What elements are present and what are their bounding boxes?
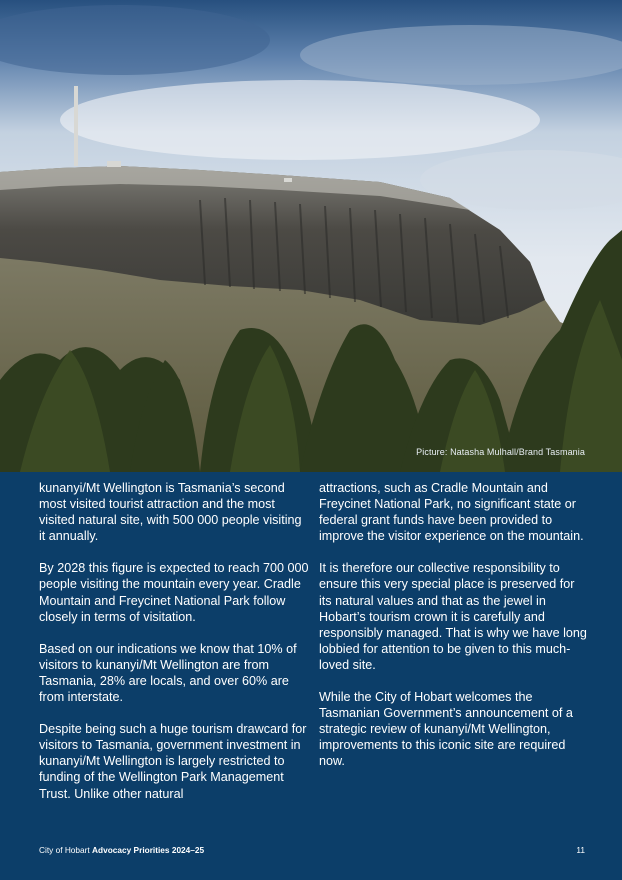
body-left-column [39,480,309,818]
page-number: 11 [576,845,585,855]
footer-document-title [39,845,204,855]
paragraph: Despite being such a huge tourism drawcard for visitors to Tasmania, government investment in kunanyi/Mt Wellington is largely restricted to funding of the Wellington Park Management Trust. Unlike other natural [39,722,307,801]
footer-title: Advocacy Priorities 2024–25 [92,845,205,855]
footer-org: City of Hobart [39,845,90,855]
paragraph: Based on our indications we know that 10% of visitors to kunanyi/Mt Wellington are from Tasmania, 28% are locals, and over 60% are from interstate. [39,641,297,705]
paragraph: While the City of Hobart welcomes the Tasmanian Government’s announcement of a strategic review of kunanyi/Mt Wellington, improvements to this iconic site are required now. [319,690,573,769]
paragraph: kunanyi/Mt Wellington is Tasmania’s second most visited tourist attraction and the most visited natural site, with 500 000 people visiting it annually. [39,481,302,544]
photo-caption: Picture: Natasha Mulhall/Brand Tasmania [416,447,585,457]
transmission-tower [74,86,78,166]
body-right-column [319,480,589,786]
paragraph: By 2028 this figure is expected to reach 700 000 people visiting the mountain every year. Cradle Mountain and Freycinet National Park follow closely in terms of visitation. [39,561,309,624]
paragraph: It is therefore our collective responsibility to ensure this very special place is preserved for its natural values and that as the jewel in Hobart’s tourism crown it is carefully and responsibly managed. That is why we have long lobbied for attention to be given to this much-loved site. [319,561,587,672]
paragraph: attractions, such as Cradle Mountain and Freycinet National Park, no significant state or federal grant funds have been provided to improve the visitor experience on the mountain. [319,481,584,544]
